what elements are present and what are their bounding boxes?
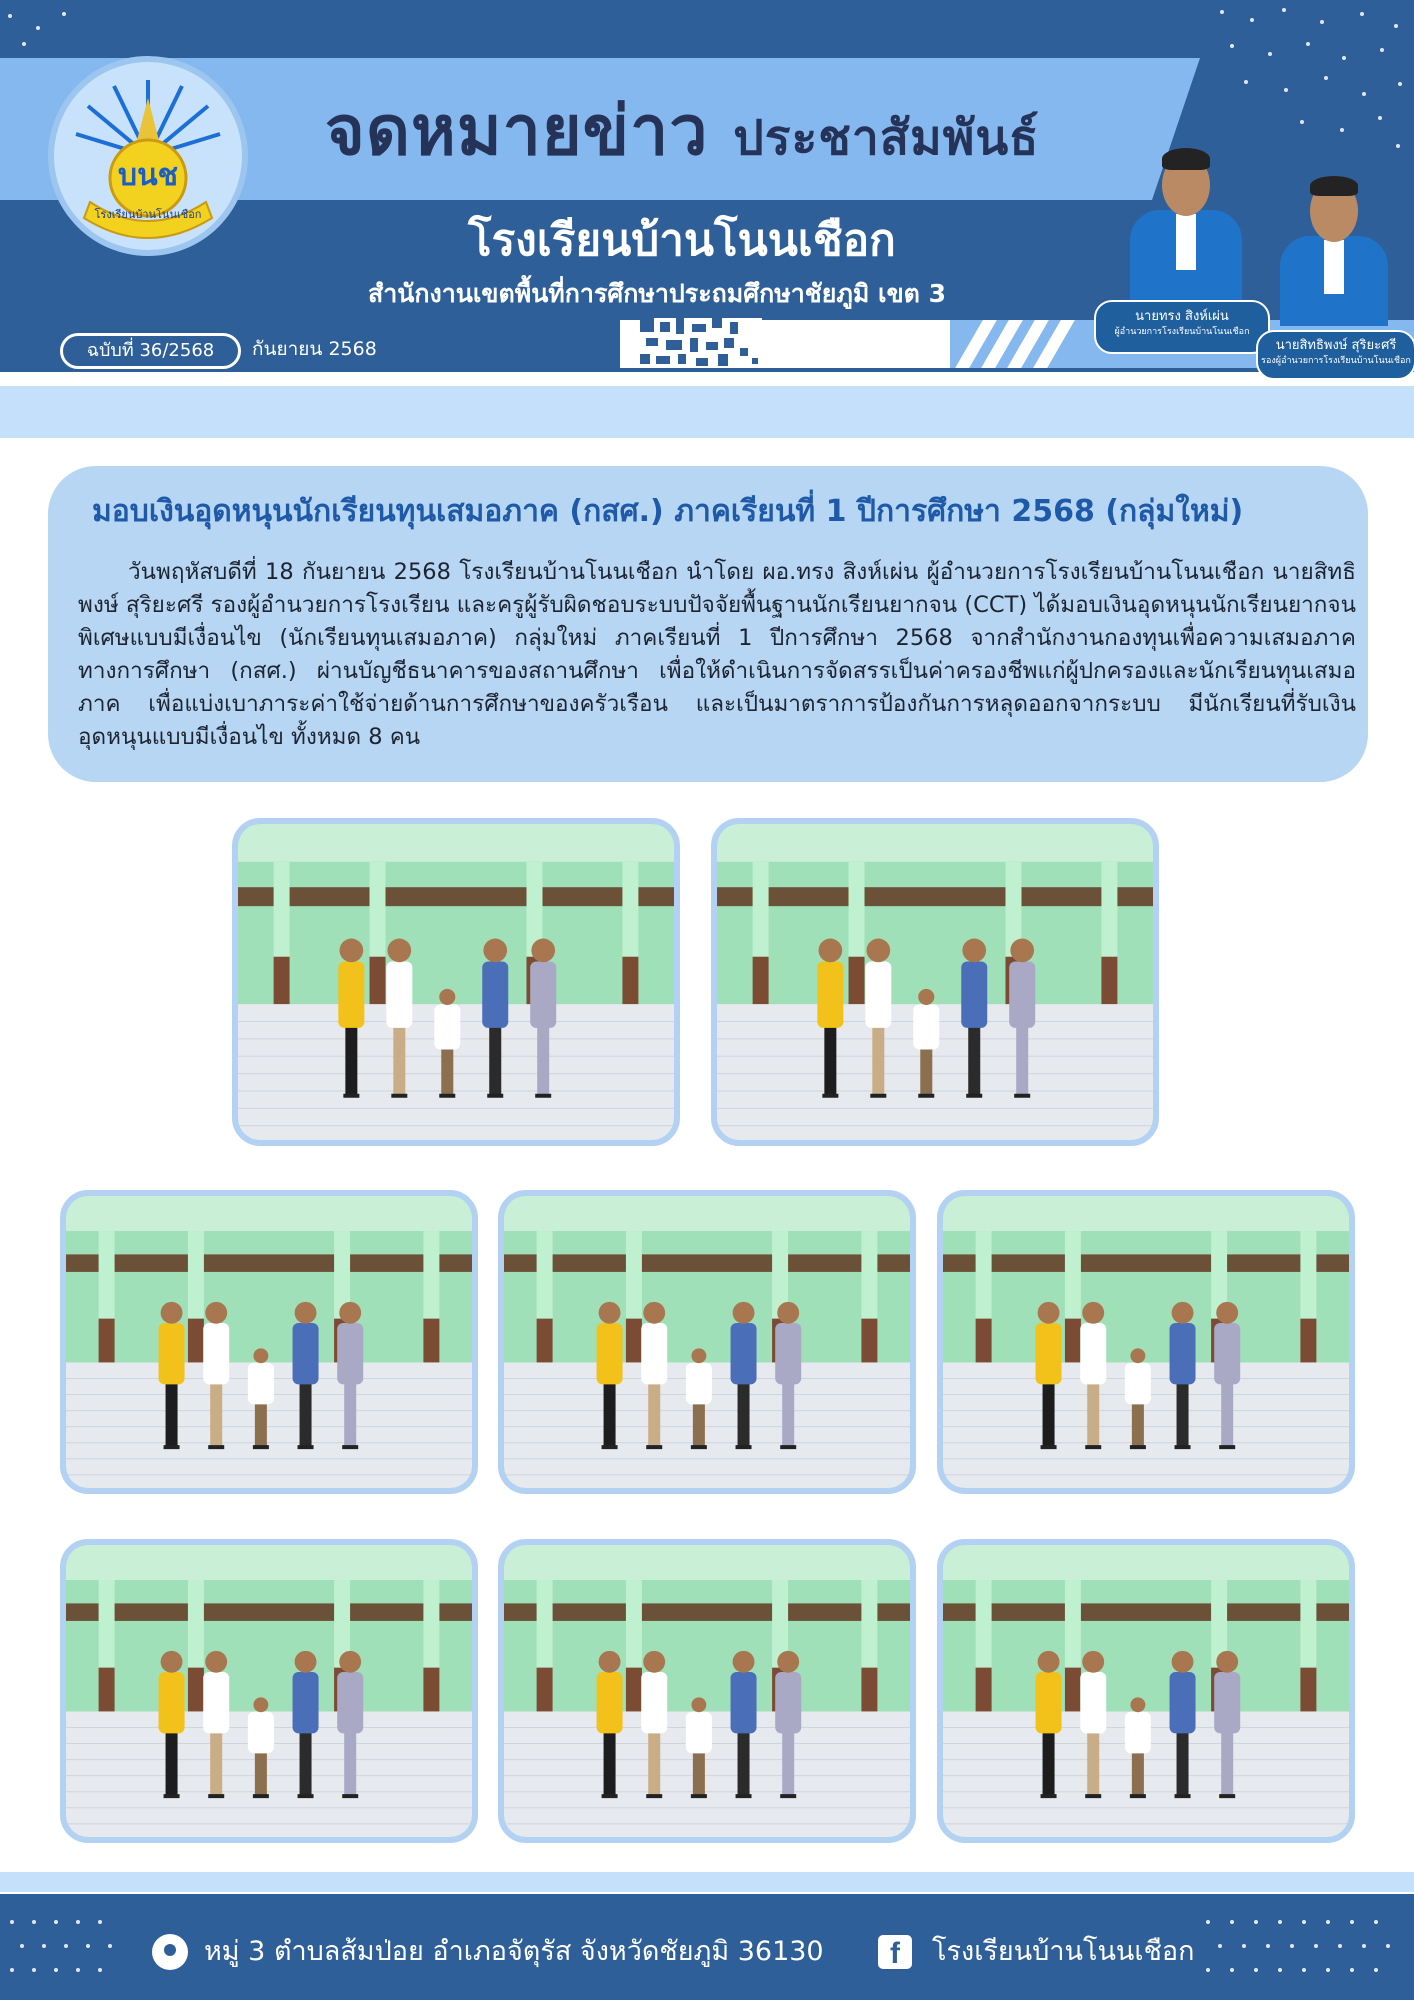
director-name: นายทรง สิงห์เผ่น [1135, 309, 1229, 324]
deputy-role: รองผู้อำนวยการโรงเรียนบ้านโนนเชือก [1261, 356, 1411, 366]
deputy-photo [1276, 176, 1392, 326]
photo-7 [498, 1539, 916, 1843]
title-small: ประชาสัมพันธ์ [733, 110, 1040, 166]
facebook-icon[interactable]: f [878, 1935, 912, 1969]
photo-4 [498, 1190, 916, 1494]
photo-1 [232, 818, 680, 1146]
facebook-page-link[interactable]: โรงเรียนบ้านโนนเชือก [932, 1936, 1195, 1967]
office-name: สำนักงานเขตพื้นที่การศึกษาประถมศึกษาชัยภูมิ เขต 3 [368, 279, 947, 308]
photo-scene [717, 824, 1153, 1140]
footer-band [0, 1872, 1414, 1892]
deputy-nameplate [1256, 330, 1414, 380]
divider-band [0, 386, 1414, 438]
newsletter-title [325, 92, 1039, 178]
photo-scene [504, 1545, 910, 1837]
photo-scene [66, 1196, 472, 1488]
director-role: ผู้อำนวยการโรงเรียนบ้านโนนเชือก [1114, 327, 1250, 337]
footer-dots-right [1206, 1914, 1406, 1984]
location-pin-icon [152, 1934, 188, 1970]
photo-2 [711, 818, 1159, 1146]
header-dots [1210, 4, 1410, 154]
school-name: โรงเรียนบ้านโนนเชือก [468, 215, 896, 266]
director-nameplate [1094, 300, 1270, 354]
issue-number: ฉบับที่ 36/2568 [60, 333, 241, 369]
photo-scene [943, 1196, 1349, 1488]
header-dots-left [0, 4, 120, 54]
deputy-name: นายสิทธิพงษ์ สุริยะศรี [1275, 338, 1397, 353]
logo-initials: บนช [118, 158, 178, 193]
school-logo [48, 56, 248, 256]
footer-dots-left [10, 1914, 130, 1984]
issue-date: กันยายน 2568 [252, 338, 377, 360]
director-photo [1126, 148, 1246, 304]
photo-8 [937, 1539, 1355, 1843]
article-body: วันพฤหัสบดีที่ 18 กันยายน 2568 โรงเรียนบ้านโนนเชือก นำโดย ผอ.ทรง สิงห์เผ่น ผู้อำนวยการโรงเรียนบ้านโนนเชือก นายสิทธิพงษ์ สุริยะศรี รองผู้อำนวยการโรงเรียน และครูผู้รับผิดชอบระบบปัจจัยพื้นฐานนักเรียนยากจน (CCT) ได้มอบเงินอุดหนุนนักเรียนยากจนพิเศษแบบมีเงื่อนไข (นักเรียนทุนเสมอภาค) กลุ่มใหม่ ภาคเรียนที่ 1 ปีการศึกษา 2568 จากสำนักงานกองทุนเพื่อความเสมอภาคทางการศึกษา (กสศ.) ผ่านบัญชีธนาคารของสถานศึกษา เพื่อให้ดำเนินการจัดสรรเป็นค่าครองชีพแก่ผู้ปกครองและนักเรียนทุนเสมอภาค เพื่อแบ่งเบาภาระค่าใช้จ่ายด้านการศึกษาของครัวเรือน และเป็นมาตราการป้องกันการหลุดออกจากระบบ มีนักเรียนที่รับเงินอุดหนุนแบบมีเงื่อนไข ทั้งหมด 8 คน [78, 559, 1356, 750]
title-big: จดหมายข่าว [325, 92, 709, 171]
photo-5 [937, 1190, 1355, 1494]
header-stripes [955, 320, 1075, 368]
footer-address: หมู่ 3 ตำบลส้มป่อย อำเภอจัตุรัส จังหวัดชัยภูมิ 36130 [204, 1936, 824, 1967]
photo-scene [238, 824, 674, 1140]
photo-6 [60, 1539, 478, 1843]
photo-scene [943, 1545, 1349, 1837]
photo-scene [504, 1196, 910, 1488]
qr-code-icon [640, 318, 762, 368]
photo-3 [60, 1190, 478, 1494]
logo-ribbon-text: โรงเรียนบ้านโนนเชือก [94, 208, 202, 221]
photo-scene [66, 1545, 472, 1837]
article-title: มอบเงินอุดหนุนนักเรียนทุนเสมอภาค (กสศ.) ภาคเรียนที่ 1 ปีการศึกษา 2568 (กลุ่มใหม่) [92, 494, 1244, 529]
